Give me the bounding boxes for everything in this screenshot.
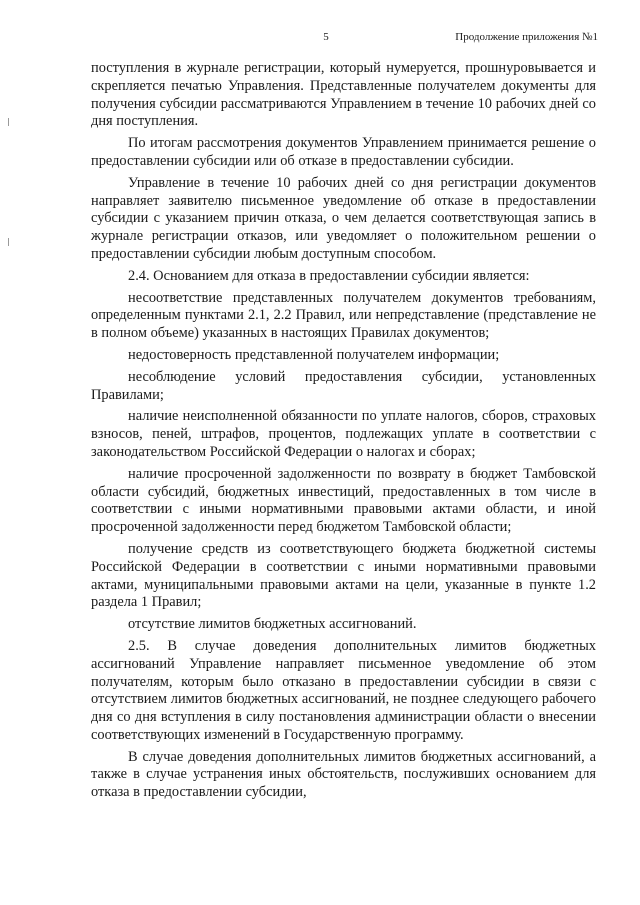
list-item: наличие просроченной задолженности по возврату в бюджет Тамбовской области субсидий, бюджетных инвестиций, предоставленных в том числе в соответствии с иными нормативными правовыми актами области, и иной просроченной задолженности перед бюджетом Тамбовской области;	[91, 465, 596, 536]
scan-edge-mark	[8, 238, 9, 246]
section-heading-2-4: 2.4. Основанием для отказа в предоставлении субсидии является:	[128, 267, 530, 284]
page-number: 5	[323, 31, 329, 43]
list-item: недостоверность представленной получателем информации;	[128, 346, 500, 363]
paragraph: Управление в течение 10 рабочих дней со дня регистрации документов направляет заявителю письменное уведомление об отказе в предоставлении субсидии с указанием причин отказа, о чем делается соответствующая запись в журнале регистрации отказов, или уведомляет о положительном решении о предоставлении субсидии любым доступным способом.	[91, 174, 596, 262]
scan-edge-mark	[8, 118, 9, 126]
list-item: отсутствие лимитов бюджетных ассигнований.	[128, 616, 417, 633]
paragraph: поступления в журнале регистрации, который нумеруется, прошнуровывается и скрепляется печатью Управления. Представленные получателем документы для получения субсидии рассматриваются Управлением в течение 10 рабочих дней со дня поступления.	[91, 60, 596, 130]
paragraph: По итогам рассмотрения документов Управлением принимается решение о предоставлении субсидии или об отказе в предоставлении субсидии.	[91, 135, 596, 169]
list-item: наличие неисполненной обязанности по уплате налогов, сборов, страховых взносов, пеней, штрафов, процентов, подлежащих уплате в соответствии с законодательством Российской Федерации о налогах и сборах;	[91, 408, 596, 460]
document-body	[91, 60, 596, 806]
running-header: Продолжение приложения №1	[455, 31, 598, 43]
list-item: получение средств из соответствующего бюджета бюджетной системы Российской Федерации в соответствии с иными нормативными правовыми актами, муниципальными правовыми актами на цели, указанные в пункте 1.2 раздела 1 Правил;	[91, 540, 596, 611]
list-item: несоблюдение условий предоставления субсидии, установленных Правилами;	[91, 368, 596, 403]
section-2-5-paragraph: 2.5. В случае доведения дополнительных лимитов бюджетных ассигнований Управление направляет письменное уведомление об этом получателям, которым было отказано в предоставлении субсидии в связи с отсутствием лимитов бюджетных ассигнований, не позднее следующего рабочего дня со дня вступления в силу постановления администрации области о внесении соответствующих изменений в Государственную программу.	[91, 637, 596, 743]
paragraph: В случае доведения дополнительных лимитов бюджетных ассигнований, а также в случае устранения иных обстоятельств, послуживших основанием для отказа в предоставлении субсидии,	[91, 748, 596, 801]
list-item: несоответствие представленных получателем документов требованиям, определенным пунктами 2.1, 2.2 Правил, или непредставление (представление не в полном объеме) указанных в настоящих Правилах документов;	[91, 289, 596, 342]
